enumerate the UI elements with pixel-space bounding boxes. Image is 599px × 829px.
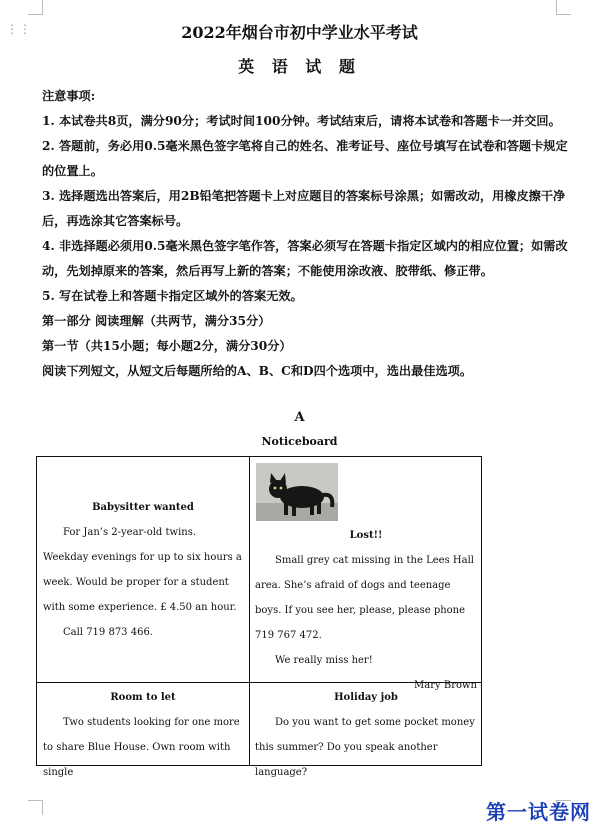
- lost-signature: Mary Brown: [414, 680, 477, 691]
- lost-title: Lost!!: [349, 530, 383, 541]
- room-text: Two students looking for one more to share Blue House. Own room with single: [43, 717, 240, 778]
- black-cat-photo: [256, 463, 338, 521]
- site-watermark: 第一试卷网: [486, 800, 591, 824]
- part-heading: 第一部分 阅读理解（共两节，满分35分）: [42, 314, 271, 328]
- holiday-text: Do you want to get some pocket money this summer? Do you speak another language?: [255, 717, 475, 778]
- instructions-block: [42, 84, 573, 384]
- exam-title: 2022年烟台市初中学业水平考试: [181, 23, 418, 42]
- corner-mark-top-left: [28, 0, 43, 15]
- noticeboard-table: [36, 456, 482, 778]
- notice-holiday: [255, 685, 477, 785]
- exam-subtitle: 英 语 试 题: [238, 57, 361, 76]
- babysitter-title: Babysitter wanted: [92, 502, 194, 513]
- notice-lost-cat: [255, 523, 477, 698]
- instruction-item-4: 4. 非选择题必须用0.5毫米黑色签字笔作答，答案必须写在答题卡指定区域内的相应位置；如需改动，先划掉原来的答案，然后再写上新的答案；不能使用涂改液、胶带纸、修正带。: [42, 239, 568, 278]
- notice-room: [43, 685, 243, 785]
- corner-mark-top-right: [556, 0, 571, 15]
- room-title: Room to let: [110, 692, 176, 703]
- section-heading: 第一节（共15小题；每小题2分，满分30分）: [42, 339, 292, 353]
- babysitter-call: Call 719 873 466.: [63, 627, 153, 638]
- table-divider-vertical: [249, 457, 250, 765]
- notice-babysitter: [43, 495, 243, 645]
- instruction-item-5: 5. 写在试卷上和答题卡指定区域外的答案无效。: [42, 289, 303, 303]
- drag-handle-icon[interactable]: ⋮⋮: [6, 22, 32, 36]
- instruction-item-2: 2. 答题前，务必用0.5毫米黑色签字笔将自己的姓名、准考证号、座位号填写在试卷和答题卡规定的位置上。: [42, 139, 568, 178]
- instructions-heading: 注意事项:: [42, 89, 96, 103]
- lost-miss: We really miss her!: [275, 655, 373, 666]
- passage-label: A: [294, 410, 305, 425]
- instruction-item-3: 3. 选择题选出答案后，用2B铅笔把答题卡上对应题目的答案标号涂黑；如需改动，用橡皮擦干净后，再选涂其它答案标号。: [42, 189, 566, 228]
- lost-text: Small grey cat missing in the Lees Hall area. She’s afraid of dogs and teenage boys. If you see her, please, please phone 719 767 472.: [255, 555, 474, 641]
- babysitter-text: For Jan’s 2-year-old twins. Weekday evenings for up to six hours a week. Would be proper for a student with some experience. £ 4.50 an hour.: [43, 527, 242, 613]
- instruction-item-1: 1. 本试卷共8页，满分90分；考试时间100分钟。考试结束后，请将本试卷和答题卡一并交回。: [42, 114, 561, 128]
- directions: 阅读下列短文，从短文后每题所给的A、B、C和D四个选项中，选出最佳选项。: [42, 364, 473, 378]
- noticeboard-title: Noticeboard: [261, 435, 338, 448]
- holiday-title: Holiday job: [334, 692, 398, 703]
- corner-mark-bottom-left: [28, 800, 43, 815]
